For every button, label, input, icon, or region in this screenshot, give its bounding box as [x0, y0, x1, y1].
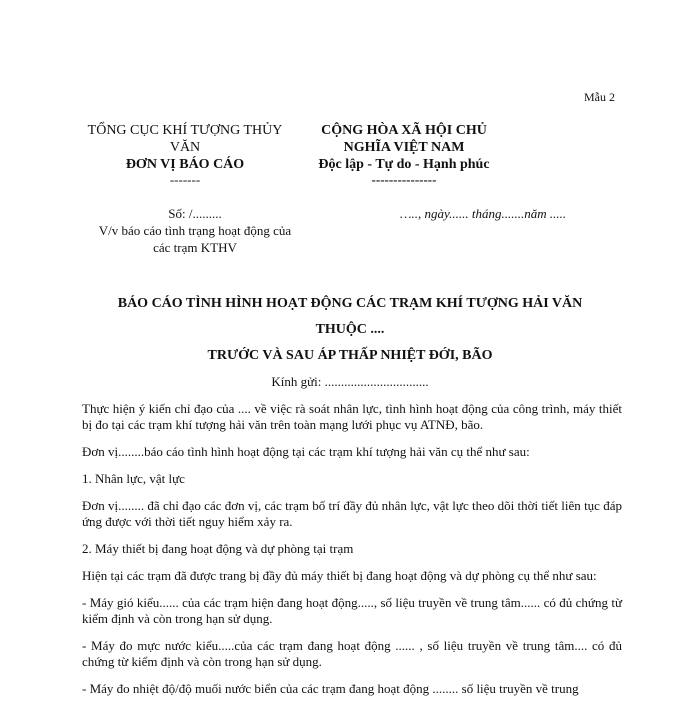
- nation-name: CỘNG HÒA XÃ HỘI CHỦ NGHĨA VIỆT NAM: [321, 123, 487, 155]
- date-line: ….., ngày...... tháng.......năm .....: [400, 206, 567, 221]
- list-item: - Máy đo mực nước kiểu.....của các trạm đang hoạt động ...... , số liệu truyền về trung tâm.... có đủ chứng từ kiểm định và còn trong hạn sử dụng.: [82, 638, 622, 669]
- left-header: [72, 122, 298, 187]
- reporting-unit: ĐƠN VỊ BÁO CÁO: [125, 157, 245, 172]
- report-title-line-3: TRƯỚC VÀ SAU ÁP THẤP NHIỆT ĐỚI, BÃO: [207, 348, 493, 363]
- section-heading: 1. Nhân lực, vật lực: [82, 471, 185, 486]
- document-number: Số: /.........: [168, 206, 222, 221]
- report-title-line-1: BÁO CÁO TÌNH HÌNH HOẠT ĐỘNG CÁC TRẠM KHÍ TƯỢNG HẢI VĂN: [117, 296, 583, 311]
- agency-name: TỔNG CỤC KHÍ TƯỢNG THỦY VĂN: [87, 123, 283, 155]
- section-heading: 2. Máy thiết bị đang hoạt động và dự phòng tại trạm: [82, 541, 354, 556]
- paragraph: Hiện tại các trạm đã được trang bị đầy đủ máy thiết bị đang hoạt động và dự phòng cụ thể như sau:: [82, 568, 597, 583]
- list-item: - Máy đo nhiệt độ/độ muối nước biển của các trạm đang hoạt động ........ số liệu truyền về trung: [82, 681, 579, 696]
- right-header: [306, 122, 502, 187]
- recipient-line: Kính gửi: ................................: [271, 374, 429, 389]
- document-ref: [90, 205, 300, 256]
- paragraph: Đơn vị........ đã chỉ đạo các đơn vị, các trạm bố trí đầy đủ nhân lực, vật lực theo dõi thời tiết liên tục đáp ứng được với thời tiết nguy hiểm xảy ra.: [82, 498, 622, 529]
- report-title-line-2: THUỘC ....: [315, 322, 385, 337]
- document-subject: V/v báo cáo tình trạng hoạt động của các trạm KTHV: [98, 223, 292, 255]
- paragraph: Đơn vị........báo cáo tình hình hoạt động tại các trạm khí tượng hải văn cụ thể như sau:: [82, 444, 530, 459]
- left-divider: -------: [169, 172, 201, 187]
- paragraph: Thực hiện ý kiến chỉ đạo của .... về việc rà soát nhân lực, tình hình hoạt động của công trình, máy thiết bị đo tại các trạm khí tượng hải văn trên toàn mạng lưới phục vụ ATNĐ, bão.: [82, 401, 622, 432]
- form-number: Mẫu 2: [584, 90, 615, 104]
- report-body: [82, 401, 622, 708]
- right-divider: ---------------: [371, 172, 437, 187]
- national-motto: Độc lập - Tự do - Hạnh phúc: [318, 157, 490, 172]
- list-item: - Máy gió kiểu...... của các trạm hiện đang hoạt động....., số liệu truyền về trung tâm...... có đủ chứng từ kiểm định và còn trong hạn sử dụng.: [82, 595, 622, 626]
